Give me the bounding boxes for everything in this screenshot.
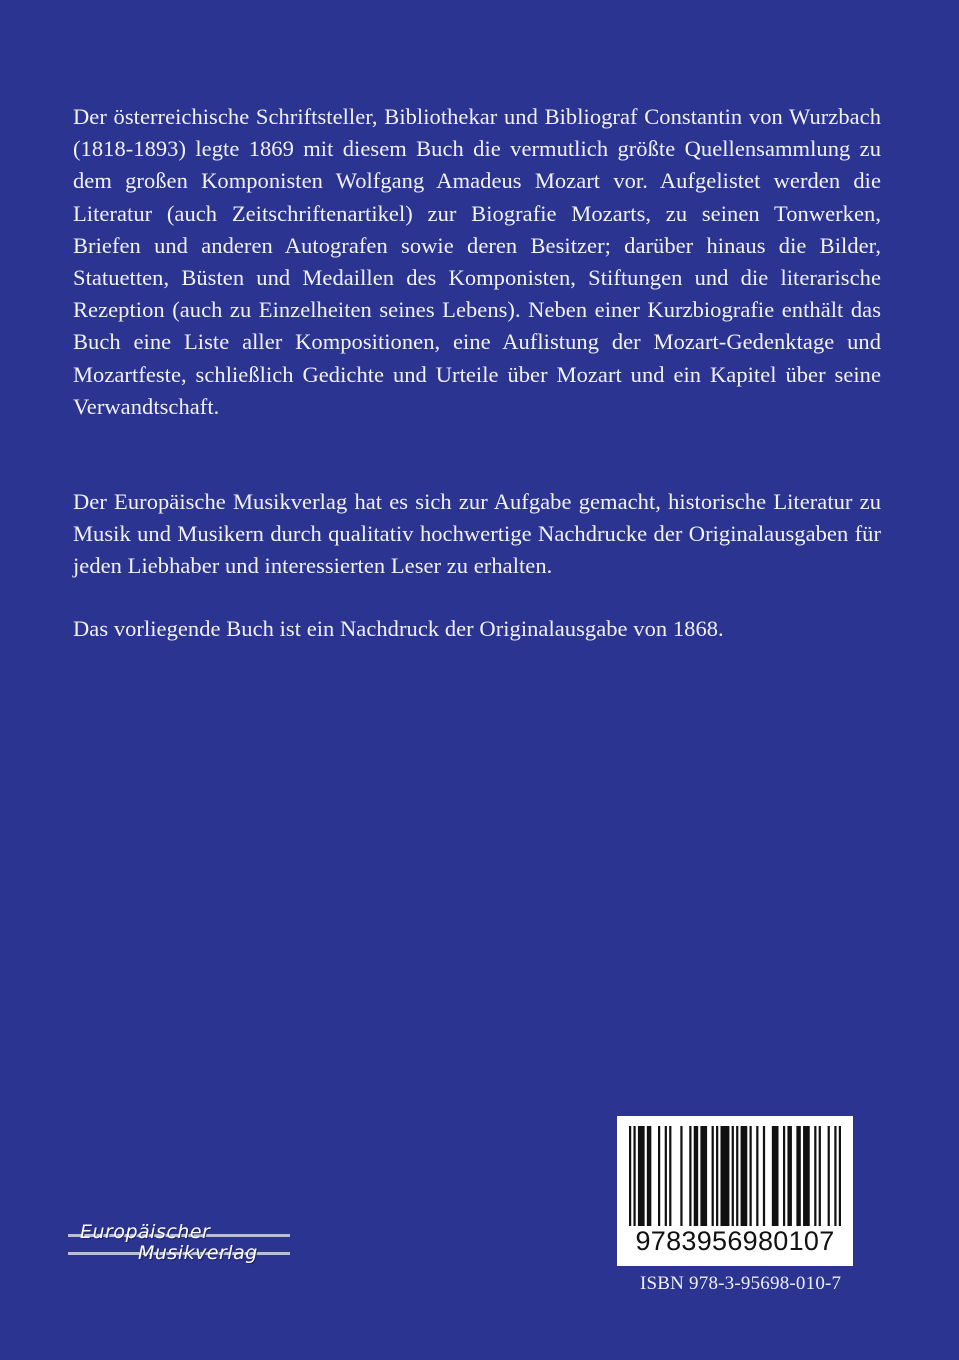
- barcode-number: 9783956980107: [635, 1226, 835, 1256]
- barcode-bar: [629, 1126, 631, 1226]
- barcode-bar: [763, 1126, 765, 1226]
- barcode-bar: [638, 1126, 645, 1226]
- barcode-bar: [814, 1126, 816, 1226]
- barcode-bar: [756, 1126, 758, 1226]
- barcode-bar: [694, 1126, 698, 1226]
- publisher-logo: [66, 1221, 292, 1271]
- logo-word-europaeischer: Europäischer: [80, 1221, 211, 1243]
- barcode-bar: [633, 1126, 635, 1226]
- barcode-bar: [680, 1126, 682, 1226]
- logo-word-musikverlag: Musikverlag: [138, 1242, 258, 1264]
- barcode-bar: [828, 1126, 830, 1226]
- barcode-bar: [732, 1126, 734, 1226]
- barcode-bar: [834, 1126, 836, 1226]
- barcode-bar: [803, 1126, 810, 1226]
- isbn-label: ISBN 978-3-95698-010-7: [640, 1273, 842, 1294]
- barcode-bar: [716, 1126, 718, 1226]
- barcode-bar: [819, 1126, 821, 1226]
- barcode-bars: [629, 1126, 841, 1226]
- reprint-note: Das vorliegende Buch ist ein Nachdruck der Originalausgabe von 1868.: [73, 616, 724, 641]
- barcode-bar: [772, 1126, 779, 1226]
- barcode-bar: [647, 1126, 651, 1226]
- barcode-bar: [658, 1126, 660, 1226]
- barcode-bar: [787, 1126, 791, 1226]
- description-paragraph: Der österreichische Schriftsteller, Bibliothekar und Bibliograf Constantin von Wurzbach (1818-1893) legte 1869 mit diesem Buch die vermutlich größte Quellensammlung zu dem großen Komponisten Wolfgang Amadeus Mozart vor. Aufgelistet werden die Literatur (auch Zeitschriftenartikel) zur Biografie Mozarts, zu seinen Tonwerken, Briefen und anderen Autografen sowie deren Besitzer; darüber hinaus die Bilder, Statuetten, Büsten und Medaillen des Komponisten, Stiftungen und die literarische Rezeption (auch zu Einzelheiten seines Lebens). Neben einer Kurzbiografie enthält das Buch eine Liste aller Kompositionen, eine Auflistung der Mozart-Gedenktage und Mozartfeste, schließlich Gedichte und Urteile über Mozart und ein Kapitel über seine Verwandtschaft.: [73, 104, 881, 419]
- barcode-bar: [750, 1126, 752, 1226]
- barcode-bar: [736, 1126, 738, 1226]
- barcode: [617, 1116, 853, 1266]
- barcode-bar: [712, 1126, 714, 1226]
- barcode-bar: [669, 1126, 671, 1226]
- barcode-bar: [783, 1126, 785, 1226]
- barcode-bar: [720, 1126, 729, 1226]
- barcode-bar: [665, 1126, 667, 1226]
- barcode-bar: [689, 1126, 691, 1226]
- barcode-bar: [839, 1126, 841, 1226]
- publisher-mission-paragraph: Der Europäische Musikverlag hat es sich zur Aufgabe gemacht, historische Literatur zu Musik und Musikern durch qualitativ hochwertige Nachdrucke der Originalausgaben für jeden Liebhaber und interessierten Leser zu erhalten.: [73, 489, 881, 579]
- barcode-bar: [796, 1126, 800, 1226]
- barcode-bar: [700, 1126, 707, 1226]
- barcode-bar: [741, 1126, 748, 1226]
